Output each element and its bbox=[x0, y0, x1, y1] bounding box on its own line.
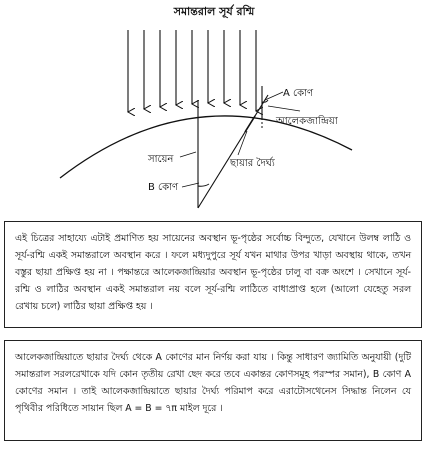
explanation-text-2: আলেকজান্দ্রিয়াতে ছায়ার দৈর্ঘ্য থেকে A কোণের মান নির্ণয় করা যায় । কিন্তু সাধারণ জ্যামিতি অনুযায়ী (দুটি সমান্তরাল সরলরেখাকে যদি কোন তৃতীয় রেখা ছেদ করে তবে একান্তর কোণসমূহ পরস্পর সমান), B কোণ A কোণের সমান । তাই আলেকজান্দ্রিয়াতে ছায়ার দৈর্ঘ্য পরিমাপ করে এরাটোসথেনেস সিদ্ধান্ত নিলেন যে পৃথিবীর পরিধিতে সায়ান ছিল A = B = ৭π মাইল দূরে । bbox=[15, 352, 411, 414]
angle-b-arc bbox=[198, 184, 209, 186]
explanation-box-1 bbox=[4, 221, 422, 328]
alexandria-label: আলেকজান্দ্রিয়া bbox=[276, 116, 338, 127]
sun-rays bbox=[128, 30, 256, 112]
diagram-title: সমান্তরাল সূর্য রশ্মি bbox=[173, 5, 255, 18]
explanation-box-2 bbox=[4, 340, 422, 441]
shadow-length-line bbox=[245, 116, 255, 132]
angle-a-label: A কোণ bbox=[283, 88, 314, 99]
angle-b-pointer bbox=[182, 183, 199, 187]
shadow-length-label: ছায়ার দৈর্ঘ্য bbox=[230, 158, 275, 169]
syene-pointer bbox=[180, 152, 196, 157]
explanation-text-1: এই চিত্রের সাহায্যে এটাই প্রমাণিত হয় সায়েনের অবস্থান ভূ-পৃষ্ঠের সর্বোচ্চ বিন্দুতে, যেখানে উলম্ব লাঠি ও সূর্য-রশ্মি একই সমান্তরালে অবস্থান করে । ফলে মধ্যদুপুরে সূর্য যখন মাথার উপর খাড়া অবস্থায় থাকে, তখন বস্তুর ছায়া প্রক্ষিপ্ত হয় না । পক্ষান্তরে আলেকজান্দ্রিয়ার অবস্থান ভূ-পৃষ্ঠের ঢালু বা বক্র অংশে । সেখানে সূর্য-রশ্মি ও লাঠির অবস্থান একই সমান্তরাল নয় বলে সূর্য-রশ্মি লাঠিতে বাধাপ্রাপ্ত হলে (আলো যেহেতু সরল রেখায় চলে) লাঠির ছায়া প্রক্ষিপ্ত হয় । bbox=[15, 233, 411, 312]
shadow-pointer bbox=[238, 131, 247, 155]
earth-sunray-diagram bbox=[0, 0, 428, 210]
gnomon-pointer bbox=[268, 106, 300, 111]
angle-b-label: B কোণ bbox=[148, 182, 179, 193]
alexandria-radius-line bbox=[198, 95, 268, 208]
syene-label: সায়েন bbox=[148, 154, 174, 165]
